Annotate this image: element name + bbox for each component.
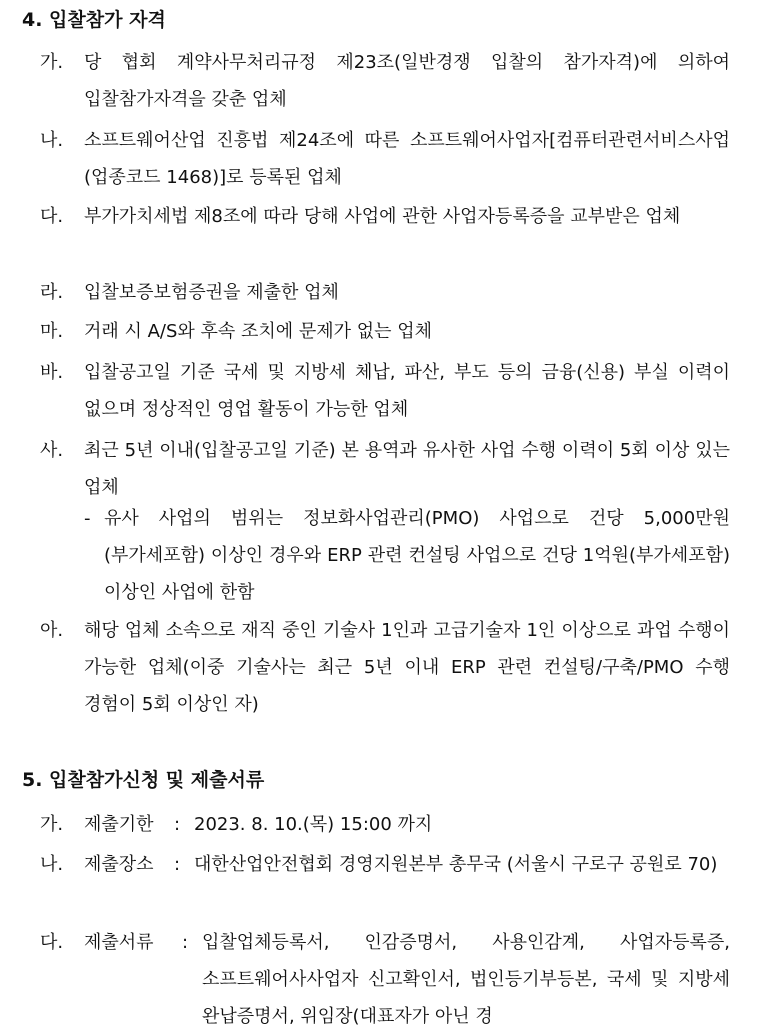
item-marker: 가. — [40, 814, 64, 835]
item-text: 해당 업체 소속으로 재직 중인 기술사 1인과 고급기술자 1인 이상으로 과업 수행이 가능한 업체(이중 기술사는 최근 5년 이내 ERP 관련 컨설팅/구축/PMO 수행 경험이 5회 이상인 자) — [84, 620, 730, 715]
label-colon: : — [174, 814, 181, 835]
place-label: 제출장소 — [84, 854, 154, 875]
item-text: 거래 시 A/S와 후속 조치에 문제가 없는 업체 — [84, 321, 433, 342]
qualification-item-ga — [40, 44, 730, 118]
item-text: 최근 5년 이내(입찰공고일 기준) 본 용역과 유사한 사업 수행 이력이 5회 이상 있는 업체 — [84, 440, 730, 498]
place-value: 대한산업안전협회 경영지원본부 총무국 (서울시 구로구 공원로 70) — [194, 854, 718, 875]
submission-place — [40, 846, 730, 883]
documents-value: 입찰업체등록서, 인감증명서, 사용인감계, 사업자등록증, 소프트웨어사사업자 신고확인서, 법인등기부등본, 국세 및 지방세 완납증명서, 위임장(대표자가 아닌 경 — [202, 932, 730, 1027]
qualification-item-ra — [40, 274, 730, 311]
qualification-item-na — [40, 122, 730, 196]
qualification-item-ba — [40, 354, 730, 428]
note-text: 유사 사업의 범위는 정보화사업관리(PMO) 사업으로 건당 5,000만원(부가세포함) 이상인 경우와 ERP 관련 컨설팅 사업으로 건당 1억원(부가세포함) 이상인 사업에 한함 — [104, 508, 730, 603]
qualification-item-sa — [40, 432, 730, 506]
item-marker: 다. — [40, 206, 64, 227]
item-marker: 바. — [40, 362, 64, 383]
item-marker: 다. — [40, 932, 64, 953]
documents-label: 제출서류 — [84, 932, 154, 953]
item-marker: 나. — [40, 130, 64, 151]
similar-project-note — [84, 500, 730, 611]
item-text: 부가가치세법 제8조에 따라 당해 사업에 관한 사업자등록증을 교부받은 업체 — [84, 206, 681, 227]
item-marker: 사. — [40, 440, 64, 461]
section-5-title: 5. 입찰참가신청 및 제출서류 — [22, 769, 265, 791]
label-colon: : — [182, 932, 189, 953]
section-4-title: 4. 입찰참가 자격 — [22, 9, 166, 31]
item-text: 소프트웨어산업 진흥법 제24조에 따른 소프트웨어사업자[컴퓨터관련서비스사업(업종코드 1468)]로 등록된 업체 — [84, 130, 730, 188]
qualification-item-da — [40, 198, 730, 235]
qualification-item-ma — [40, 313, 730, 350]
item-marker: 가. — [40, 52, 64, 73]
item-marker: 아. — [40, 620, 64, 641]
item-text: 당 협회 계약사무처리규정 제23조(일반경쟁 입찰의 참가자격)에 의하여 입찰참가자격을 갖춘 업체 — [84, 52, 730, 110]
submission-documents — [40, 924, 730, 1030]
note-marker: - — [84, 508, 91, 529]
item-marker: 마. — [40, 321, 64, 342]
deadline-value: 2023. 8. 10.(목) 15:00 까지 — [194, 814, 433, 835]
item-text: 입찰공고일 기준 국세 및 지방세 체납, 파산, 부도 등의 금융(신용) 부실 이력이 없으며 정상적인 영업 활동이 가능한 업체 — [84, 362, 730, 420]
item-marker: 라. — [40, 282, 64, 303]
qualification-item-a — [40, 612, 730, 723]
item-marker: 나. — [40, 854, 64, 875]
submission-deadline — [40, 806, 730, 843]
deadline-label: 제출기한 — [84, 814, 154, 835]
item-text: 입찰보증보험증권을 제출한 업체 — [84, 282, 339, 303]
label-colon: : — [174, 854, 181, 875]
